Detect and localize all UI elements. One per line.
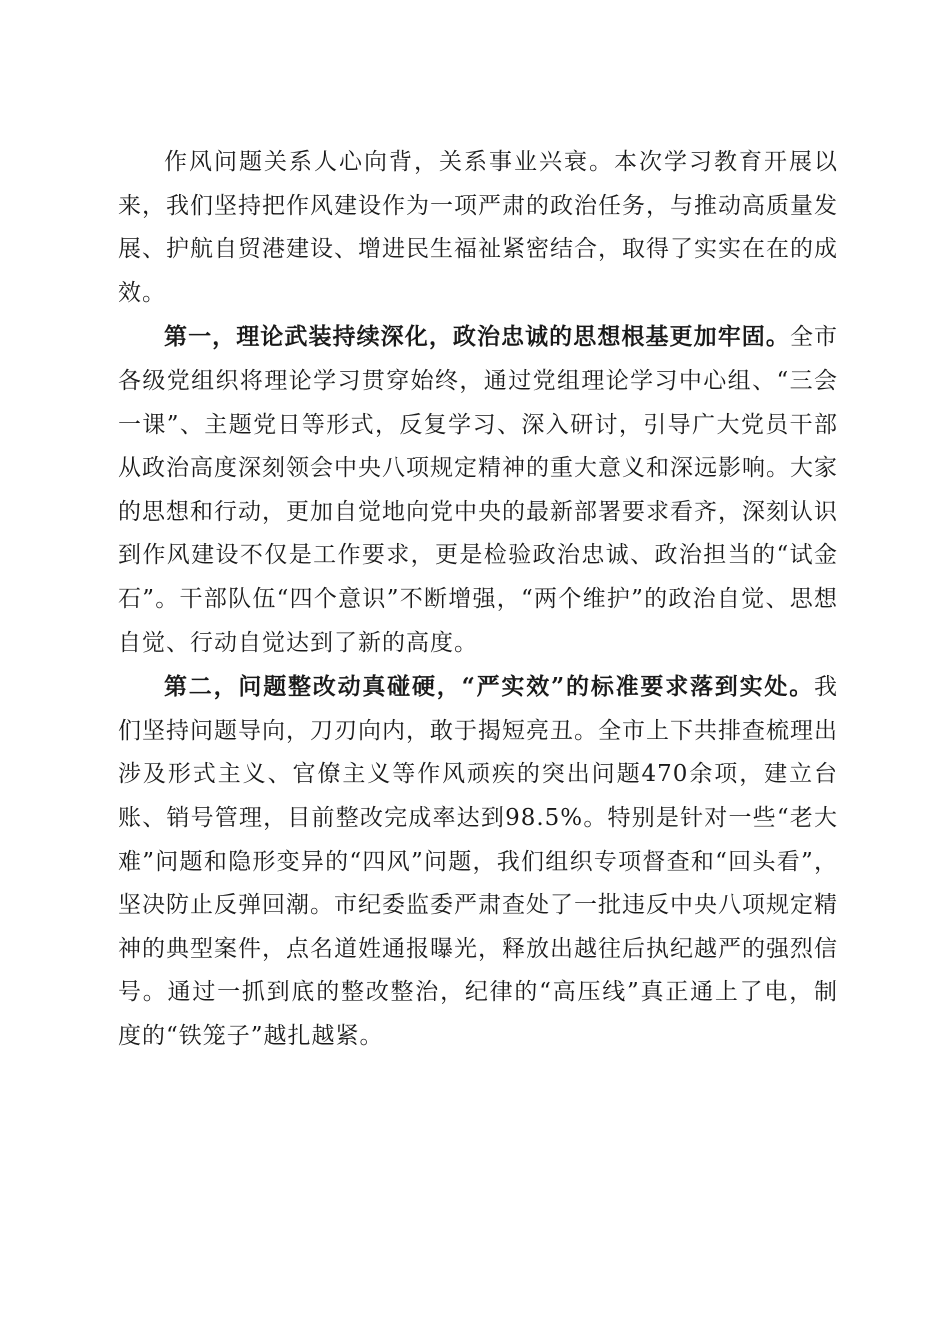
paragraph-second-text: 我们坚持问题导向，刀刃向内，敢于揭短亮丑。全市上下共排查梳理出涉及形式主义、官僚主义等作风顽疾的突出问题470余项，建立台账、销号管理，目前整改完成率达到98.5%。特别是针对一些“老大难”问题和隐形变异的“四风”问题，我们组织专项督查和“回头看”，坚决防止反弹回潮。市纪委监委严肃查处了一批违反中央八项规定精神的典型案件，点名道姓通报曝光，释放出越往后执纪越严的强烈信号。通过一抓到底的整改整治，纪律的“高压线”真正通上了电，制度的“铁笼子”越扎越紧。 [118,674,838,1049]
document-body [118,140,838,1058]
paragraph-intro [118,140,838,315]
paragraph-first-lead: 第一，理论武装持续深化，政治忠诚的思想根基更加牢固。 [164,323,790,351]
paragraph-first [118,315,838,665]
paragraph-second-lead: 第二，问题整改动真碰硬，“严实效”的标准要求落到实处。 [164,673,814,701]
paragraph-second [118,665,838,1058]
paragraph-first-text: 全市各级党组织将理论学习贯穿始终，通过党组理论学习中心组、“三会一课”、主题党日等形式，反复学习、深入研讨，引导广大党员干部从政治高度深刻领会中央八项规定精神的重大意义和深远影响。大家的思想和行动，更加自觉地向党中央的最新部署要求看齐，深刻认识到作风建设不仅是工作要求，更是检验政治忠诚、政治担当的“试金石”。干部队伍“四个意识”不断增强，“两个维护”的政治自觉、思想自觉、行动自觉达到了新的高度。 [118,324,839,656]
paragraph-intro-text: 作风问题关系人心向背，关系事业兴衰。本次学习教育开展以来，我们坚持把作风建设作为一项严肃的政治任务，与推动高质量发展、护航自贸港建设、增进民生福祉紧密结合，取得了实实在在的成效。 [118,149,838,306]
